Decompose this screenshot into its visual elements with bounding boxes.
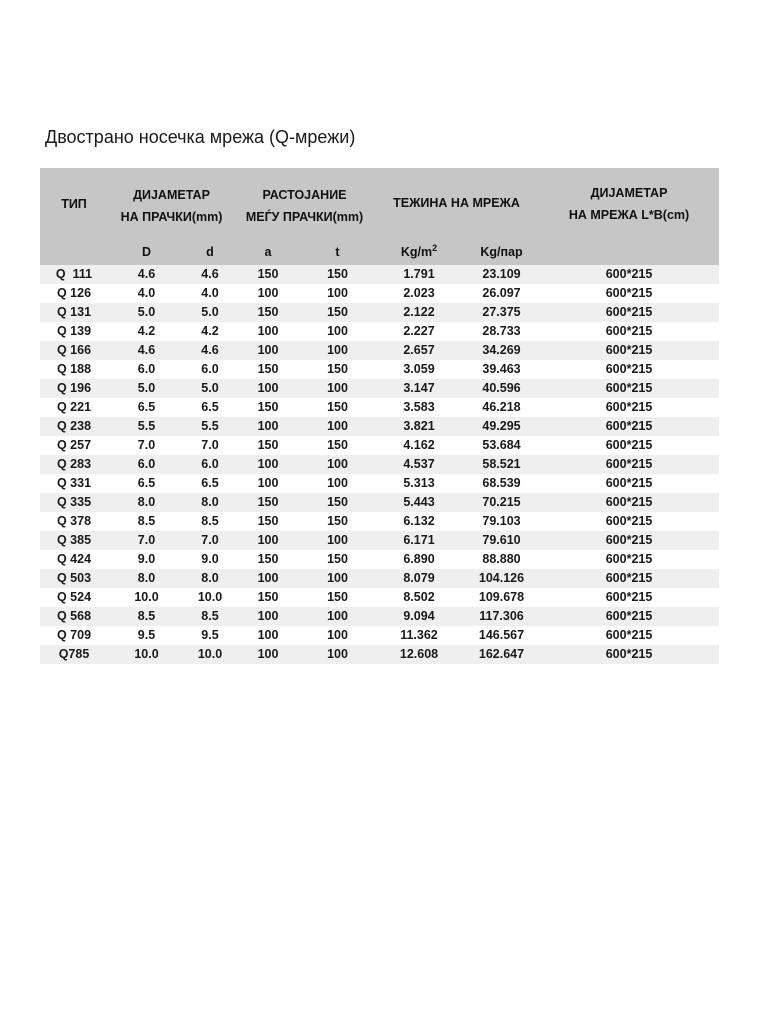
- cell-wire-D: 9.0: [108, 550, 185, 569]
- cell-wire-d: 9.5: [185, 626, 235, 645]
- cell-spacing-t: 100: [301, 626, 374, 645]
- cell-spacing-a: 150: [235, 265, 301, 284]
- cell-spacing-a: 150: [235, 360, 301, 379]
- table-row: [40, 455, 719, 474]
- cell-wire-D: 5.5: [108, 417, 185, 436]
- cell-wire-D: 4.2: [108, 322, 185, 341]
- cell-weight-kg-pair: 117.306: [464, 607, 539, 626]
- cell-spacing-a: 100: [235, 474, 301, 493]
- cell-type: Q 238: [40, 417, 108, 436]
- cell-mesh-dimension: 600*215: [539, 284, 719, 303]
- cell-type: Q 378: [40, 512, 108, 531]
- table-row: [40, 265, 719, 284]
- cell-wire-d: 10.0: [185, 588, 235, 607]
- cell-weight-kg-pair: 34.269: [464, 341, 539, 360]
- cell-weight-kg-m2: 2.122: [374, 303, 464, 322]
- cell-spacing-a: 150: [235, 550, 301, 569]
- cell-weight-kg-pair: 88.880: [464, 550, 539, 569]
- cell-type: Q 568: [40, 607, 108, 626]
- header-spacing: [235, 168, 374, 238]
- cell-spacing-t: 150: [301, 265, 374, 284]
- cell-type: Q 335: [40, 493, 108, 512]
- cell-spacing-a: 150: [235, 398, 301, 417]
- table-row: [40, 303, 719, 322]
- cell-wire-D: 4.6: [108, 341, 185, 360]
- subheader-kg-per-m2-unit: Kg/m: [400, 244, 433, 259]
- cell-wire-D: 8.5: [108, 607, 185, 626]
- header-type: ТИП: [40, 168, 108, 265]
- cell-spacing-t: 100: [301, 417, 374, 436]
- cell-type: Q785: [40, 645, 108, 664]
- subheader-kg-per-m2-exponent: 2: [432, 242, 438, 253]
- cell-wire-d: 6.5: [185, 474, 235, 493]
- cell-weight-kg-pair: 68.539: [464, 474, 539, 493]
- header-weight: ТЕЖИНА НА МРЕЖА: [374, 168, 539, 238]
- table-row: [40, 569, 719, 588]
- cell-weight-kg-m2: 5.443: [374, 493, 464, 512]
- table-row: [40, 398, 719, 417]
- table-row: [40, 626, 719, 645]
- cell-weight-kg-pair: 46.218: [464, 398, 539, 417]
- cell-spacing-a: 150: [235, 436, 301, 455]
- header-wire-diameter-line1: ДИЈАМЕТАР: [133, 188, 210, 202]
- cell-type: Q 524: [40, 588, 108, 607]
- cell-spacing-t: 100: [301, 322, 374, 341]
- cell-mesh-dimension: 600*215: [539, 569, 719, 588]
- cell-wire-d: 5.5: [185, 417, 235, 436]
- subheader-a: a: [235, 238, 301, 265]
- cell-weight-kg-m2: 8.079: [374, 569, 464, 588]
- cell-weight-kg-m2: 2.227: [374, 322, 464, 341]
- cell-mesh-dimension: 600*215: [539, 474, 719, 493]
- table-row: [40, 436, 719, 455]
- cell-mesh-dimension: 600*215: [539, 512, 719, 531]
- cell-wire-d: 10.0: [185, 645, 235, 664]
- header-spacing-line1: РАСТОЈАНИЕ: [262, 188, 347, 202]
- cell-type: Q 139: [40, 322, 108, 341]
- header-spacing-line2: МЕЃУ ПРАЧКИ(mm): [245, 210, 364, 224]
- table-row: [40, 607, 719, 626]
- cell-wire-d: 4.0: [185, 284, 235, 303]
- cell-weight-kg-pair: 104.126: [464, 569, 539, 588]
- cell-spacing-t: 150: [301, 360, 374, 379]
- cell-spacing-t: 100: [301, 341, 374, 360]
- header-wire-diameter-line2: НА ПРАЧКИ(mm): [120, 210, 223, 224]
- table-row: [40, 322, 719, 341]
- cell-weight-kg-m2: 3.583: [374, 398, 464, 417]
- table-row: [40, 360, 719, 379]
- cell-mesh-dimension: 600*215: [539, 493, 719, 512]
- cell-spacing-t: 100: [301, 607, 374, 626]
- cell-wire-D: 8.0: [108, 569, 185, 588]
- cell-spacing-a: 100: [235, 455, 301, 474]
- cell-weight-kg-pair: 58.521: [464, 455, 539, 474]
- cell-spacing-t: 150: [301, 512, 374, 531]
- subheader-t: t: [301, 238, 374, 265]
- cell-spacing-t: 150: [301, 398, 374, 417]
- cell-weight-kg-m2: 6.132: [374, 512, 464, 531]
- cell-mesh-dimension: 600*215: [539, 531, 719, 550]
- cell-mesh-dimension: 600*215: [539, 436, 719, 455]
- cell-weight-kg-pair: 79.610: [464, 531, 539, 550]
- header-wire-diameter: [108, 168, 235, 238]
- table-row: [40, 531, 719, 550]
- cell-type: Q 166: [40, 341, 108, 360]
- cell-wire-d: 6.0: [185, 360, 235, 379]
- cell-type: Q 131: [40, 303, 108, 322]
- cell-mesh-dimension: 600*215: [539, 645, 719, 664]
- cell-mesh-dimension: 600*215: [539, 550, 719, 569]
- cell-wire-d: 8.5: [185, 607, 235, 626]
- cell-wire-D: 6.5: [108, 474, 185, 493]
- cell-wire-D: 6.0: [108, 360, 185, 379]
- table-row: [40, 550, 719, 569]
- cell-wire-d: 7.0: [185, 436, 235, 455]
- cell-wire-D: 7.0: [108, 531, 185, 550]
- cell-weight-kg-pair: 39.463: [464, 360, 539, 379]
- cell-type: Q 111: [40, 265, 108, 284]
- cell-spacing-a: 100: [235, 417, 301, 436]
- header-mesh-dimension-line2: НА МРЕЖА L*B(cm): [568, 207, 690, 222]
- table-header: [40, 168, 719, 265]
- header-mesh-dimension-line1: ДИЈАМЕТАР: [590, 185, 668, 200]
- table-body: [40, 265, 719, 664]
- cell-spacing-a: 100: [235, 379, 301, 398]
- cell-weight-kg-m2: 12.608: [374, 645, 464, 664]
- cell-spacing-a: 150: [235, 512, 301, 531]
- cell-weight-kg-m2: 2.657: [374, 341, 464, 360]
- cell-wire-d: 8.5: [185, 512, 235, 531]
- cell-wire-d: 5.0: [185, 379, 235, 398]
- cell-weight-kg-m2: 1.791: [374, 265, 464, 284]
- cell-weight-kg-pair: 109.678: [464, 588, 539, 607]
- cell-spacing-a: 100: [235, 341, 301, 360]
- cell-spacing-t: 100: [301, 569, 374, 588]
- cell-wire-d: 4.6: [185, 341, 235, 360]
- cell-mesh-dimension: 600*215: [539, 455, 719, 474]
- cell-wire-D: 10.0: [108, 645, 185, 664]
- cell-spacing-t: 100: [301, 474, 374, 493]
- cell-spacing-t: 150: [301, 493, 374, 512]
- cell-mesh-dimension: 600*215: [539, 588, 719, 607]
- cell-weight-kg-m2: 5.313: [374, 474, 464, 493]
- cell-spacing-a: 100: [235, 569, 301, 588]
- cell-weight-kg-m2: 6.171: [374, 531, 464, 550]
- cell-spacing-t: 150: [301, 588, 374, 607]
- cell-mesh-dimension: 600*215: [539, 265, 719, 284]
- cell-type: Q 257: [40, 436, 108, 455]
- table-row: [40, 341, 719, 360]
- cell-type: Q 283: [40, 455, 108, 474]
- cell-wire-D: 4.0: [108, 284, 185, 303]
- cell-wire-D: 8.0: [108, 493, 185, 512]
- cell-type: Q 196: [40, 379, 108, 398]
- table-row: [40, 512, 719, 531]
- cell-spacing-t: 150: [301, 550, 374, 569]
- mesh-table: [40, 168, 719, 664]
- table-row: [40, 284, 719, 303]
- cell-weight-kg-m2: 11.362: [374, 626, 464, 645]
- cell-weight-kg-m2: 4.537: [374, 455, 464, 474]
- cell-type: Q 385: [40, 531, 108, 550]
- page-title: Двострано носечка мрежа (Q-мрежи): [45, 127, 356, 147]
- cell-mesh-dimension: 600*215: [539, 303, 719, 322]
- cell-type: Q 503: [40, 569, 108, 588]
- table-row: [40, 493, 719, 512]
- cell-type: Q 709: [40, 626, 108, 645]
- cell-type: Q 221: [40, 398, 108, 417]
- cell-spacing-a: 100: [235, 322, 301, 341]
- cell-spacing-t: 150: [301, 303, 374, 322]
- cell-weight-kg-pair: 28.733: [464, 322, 539, 341]
- cell-weight-kg-m2: 8.502: [374, 588, 464, 607]
- subheader-kg-per-m2: [374, 238, 464, 265]
- cell-wire-d: 4.6: [185, 265, 235, 284]
- cell-wire-D: 10.0: [108, 588, 185, 607]
- cell-spacing-t: 100: [301, 379, 374, 398]
- header-mesh-dimension: [539, 168, 719, 265]
- cell-weight-kg-m2: 3.821: [374, 417, 464, 436]
- cell-weight-kg-pair: 53.684: [464, 436, 539, 455]
- cell-wire-D: 9.5: [108, 626, 185, 645]
- cell-type: Q 188: [40, 360, 108, 379]
- cell-wire-D: 8.5: [108, 512, 185, 531]
- cell-weight-kg-pair: 79.103: [464, 512, 539, 531]
- cell-type: Q 424: [40, 550, 108, 569]
- table-row: [40, 645, 719, 664]
- table-row: [40, 588, 719, 607]
- cell-spacing-a: 100: [235, 607, 301, 626]
- cell-weight-kg-pair: 27.375: [464, 303, 539, 322]
- cell-weight-kg-pair: 162.647: [464, 645, 539, 664]
- subheader-D: D: [108, 238, 185, 265]
- cell-wire-d: 4.2: [185, 322, 235, 341]
- cell-weight-kg-pair: 70.215: [464, 493, 539, 512]
- subheader-d: d: [185, 238, 235, 265]
- cell-wire-d: 8.0: [185, 569, 235, 588]
- cell-wire-D: 6.5: [108, 398, 185, 417]
- cell-spacing-a: 100: [235, 531, 301, 550]
- cell-weight-kg-m2: 4.162: [374, 436, 464, 455]
- cell-mesh-dimension: 600*215: [539, 341, 719, 360]
- cell-spacing-a: 150: [235, 588, 301, 607]
- cell-mesh-dimension: 600*215: [539, 398, 719, 417]
- cell-mesh-dimension: 600*215: [539, 417, 719, 436]
- cell-weight-kg-pair: 146.567: [464, 626, 539, 645]
- table-row: [40, 474, 719, 493]
- cell-spacing-t: 100: [301, 645, 374, 664]
- cell-spacing-t: 100: [301, 455, 374, 474]
- cell-spacing-a: 100: [235, 626, 301, 645]
- cell-wire-d: 8.0: [185, 493, 235, 512]
- cell-weight-kg-m2: 9.094: [374, 607, 464, 626]
- cell-wire-d: 9.0: [185, 550, 235, 569]
- cell-mesh-dimension: 600*215: [539, 626, 719, 645]
- subheader-kg-per-pair: Kg/пар: [464, 238, 539, 265]
- cell-wire-D: 5.0: [108, 379, 185, 398]
- cell-spacing-a: 100: [235, 284, 301, 303]
- cell-mesh-dimension: 600*215: [539, 322, 719, 341]
- cell-wire-D: 5.0: [108, 303, 185, 322]
- cell-wire-d: 7.0: [185, 531, 235, 550]
- cell-weight-kg-m2: 3.147: [374, 379, 464, 398]
- table-row: [40, 379, 719, 398]
- cell-mesh-dimension: 600*215: [539, 360, 719, 379]
- cell-wire-d: 6.5: [185, 398, 235, 417]
- cell-weight-kg-pair: 40.596: [464, 379, 539, 398]
- cell-wire-d: 6.0: [185, 455, 235, 474]
- cell-spacing-t: 100: [301, 531, 374, 550]
- cell-spacing-a: 100: [235, 645, 301, 664]
- cell-wire-d: 5.0: [185, 303, 235, 322]
- cell-weight-kg-pair: 26.097: [464, 284, 539, 303]
- cell-type: Q 126: [40, 284, 108, 303]
- cell-weight-kg-m2: 3.059: [374, 360, 464, 379]
- cell-mesh-dimension: 600*215: [539, 607, 719, 626]
- cell-mesh-dimension: 600*215: [539, 379, 719, 398]
- cell-wire-D: 6.0: [108, 455, 185, 474]
- cell-weight-kg-pair: 49.295: [464, 417, 539, 436]
- cell-wire-D: 7.0: [108, 436, 185, 455]
- cell-weight-kg-pair: 23.109: [464, 265, 539, 284]
- cell-spacing-a: 150: [235, 303, 301, 322]
- cell-weight-kg-m2: 6.890: [374, 550, 464, 569]
- cell-spacing-a: 150: [235, 493, 301, 512]
- table-row: [40, 417, 719, 436]
- cell-wire-D: 4.6: [108, 265, 185, 284]
- cell-weight-kg-m2: 2.023: [374, 284, 464, 303]
- cell-type: Q 331: [40, 474, 108, 493]
- cell-spacing-t: 100: [301, 284, 374, 303]
- cell-spacing-t: 150: [301, 436, 374, 455]
